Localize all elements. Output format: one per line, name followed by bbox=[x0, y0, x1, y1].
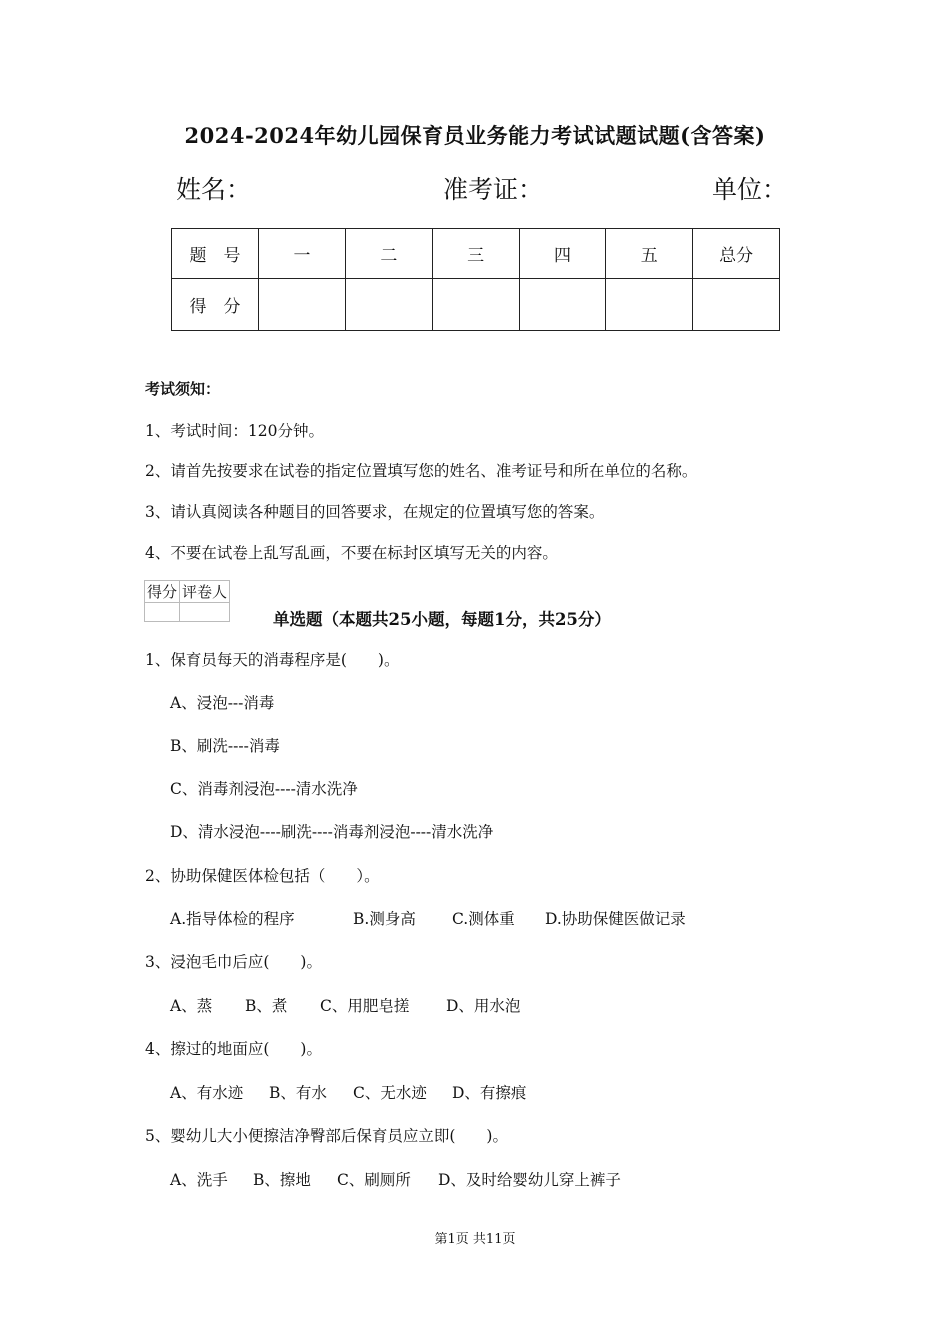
question-option[interactable]: D、有擦痕 bbox=[452, 1084, 527, 1102]
question-option[interactable]: A.指导体检的程序 bbox=[170, 910, 295, 928]
question-options-row bbox=[170, 994, 520, 1016]
score-cell-2[interactable] bbox=[345, 279, 432, 331]
question-options-row bbox=[170, 1168, 621, 1190]
notice-item: 2、请首先按要求在试卷的指定位置填写您的姓名、准考证号和所在单位的名称。 bbox=[145, 462, 698, 480]
score-cell-total[interactable] bbox=[693, 279, 780, 331]
question-option[interactable]: B、擦地 bbox=[253, 1171, 311, 1189]
question-stem: 4、擦过的地面应( )。 bbox=[145, 1040, 322, 1058]
question-option[interactable]: B、刷洗----消毒 bbox=[170, 737, 280, 755]
notice-heading: 考试须知： bbox=[145, 380, 221, 398]
header-cell-1: 一 bbox=[259, 229, 346, 279]
question-option[interactable]: C、用肥皂搓 bbox=[320, 997, 410, 1015]
notice-item: 3、请认真阅读各种题目的回答要求，在规定的位置填写您的答案。 bbox=[145, 503, 605, 521]
question-options-row bbox=[170, 907, 686, 929]
question-option[interactable]: B、有水 bbox=[269, 1084, 327, 1102]
score-cell-3[interactable] bbox=[432, 279, 519, 331]
question-option[interactable]: D.协助保健医做记录 bbox=[545, 910, 686, 928]
grader-box bbox=[144, 580, 230, 622]
grader-name-cell[interactable] bbox=[180, 603, 230, 622]
question-stem: 2、协助保健医体检包括（ ）。 bbox=[145, 867, 380, 885]
question-option[interactable]: D、用水泡 bbox=[446, 997, 521, 1015]
question-option[interactable]: B.测身高 bbox=[353, 910, 416, 928]
notice-item: 1、考试时间：120分钟。 bbox=[145, 422, 324, 440]
header-cell-3: 三 bbox=[432, 229, 519, 279]
header-cell-total: 总分 bbox=[693, 229, 780, 279]
score-table-score-row bbox=[172, 279, 780, 331]
header-cell-4: 四 bbox=[519, 229, 606, 279]
exam-id-label: 准考证： bbox=[443, 175, 544, 204]
question-option[interactable]: C、无水迹 bbox=[353, 1084, 427, 1102]
score-table-header-row bbox=[172, 229, 780, 279]
question-option[interactable]: C.测体重 bbox=[452, 910, 515, 928]
question-option[interactable]: A、蒸 bbox=[170, 997, 213, 1015]
score-cell-4[interactable] bbox=[519, 279, 606, 331]
grader-name-label: 评卷人 bbox=[180, 581, 230, 603]
name-label: 姓名： bbox=[176, 175, 252, 204]
header-cell-label: 题 号 bbox=[172, 229, 259, 279]
question-option[interactable]: A、洗手 bbox=[170, 1171, 228, 1189]
question-option[interactable]: C、消毒剂浸泡----清水洗净 bbox=[170, 780, 358, 798]
page-footer: 第1页 共11页 bbox=[434, 1232, 516, 1247]
score-cell-5[interactable] bbox=[606, 279, 693, 331]
score-row-label: 得 分 bbox=[172, 279, 259, 331]
question-stem: 1、保育员每天的消毒程序是( )。 bbox=[145, 651, 400, 669]
score-cell-1[interactable] bbox=[259, 279, 346, 331]
question-stem: 5、婴幼儿大小便擦洁净臀部后保育员应立即( )。 bbox=[145, 1127, 508, 1145]
question-option[interactable]: C、刷厕所 bbox=[337, 1171, 411, 1189]
unit-label: 单位： bbox=[712, 175, 788, 204]
question-option[interactable]: A、浸泡---消毒 bbox=[170, 694, 275, 712]
section-title: 单选题（本题共25小题，每题1分，共25分） bbox=[273, 610, 611, 629]
question-option[interactable]: D、及时给婴幼儿穿上裤子 bbox=[438, 1171, 621, 1189]
question-stem: 3、浸泡毛巾后应( )。 bbox=[145, 953, 322, 971]
notice-item: 4、不要在试卷上乱写乱画，不要在标封区填写无关的内容。 bbox=[145, 544, 558, 562]
question-option[interactable]: B、煮 bbox=[245, 997, 288, 1015]
score-table bbox=[171, 228, 780, 331]
document-title: 2024-2024年幼儿园保育员业务能力考试试题试题(含答案) bbox=[184, 123, 766, 148]
header-cell-2: 二 bbox=[345, 229, 432, 279]
question-option[interactable]: A、有水迹 bbox=[170, 1084, 244, 1102]
grader-score-cell[interactable] bbox=[145, 603, 180, 622]
header-cell-5: 五 bbox=[606, 229, 693, 279]
question-options-row bbox=[170, 1081, 526, 1103]
question-option[interactable]: D、清水浸泡----刷洗----消毒剂浸泡----清水洗净 bbox=[170, 823, 494, 841]
grader-score-label: 得分 bbox=[145, 581, 180, 603]
